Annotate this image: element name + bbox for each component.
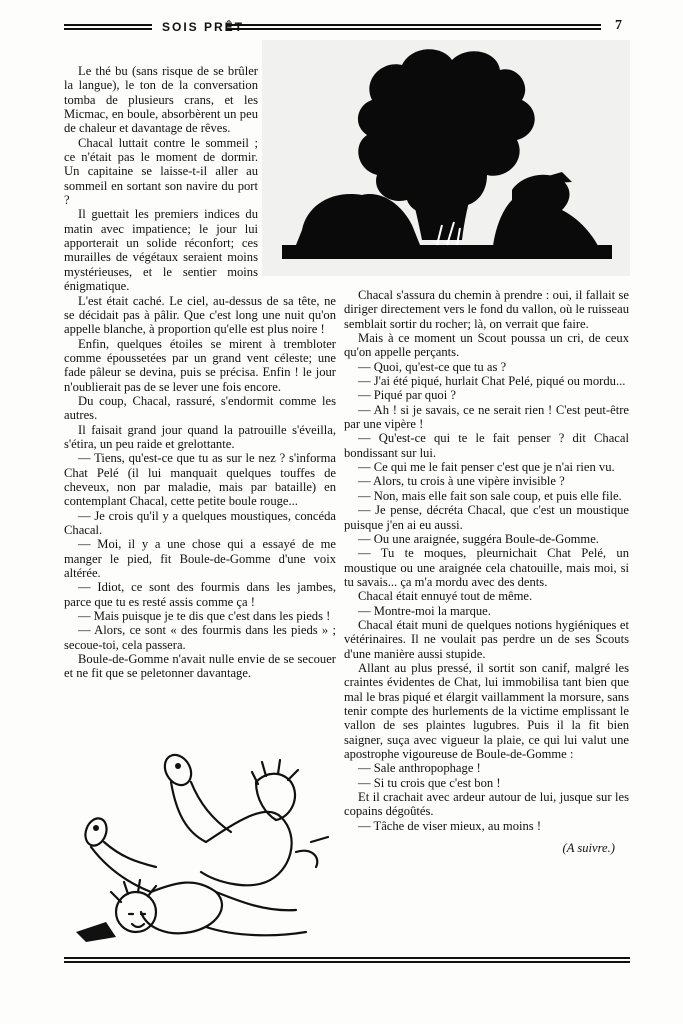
paragraph: — Je pense, décréta Chacal, que c'est un moustique puisque j'en ai eu aussi.	[344, 503, 629, 532]
right-text-column	[344, 288, 629, 855]
paragraph: — Sale anthropophage !	[358, 761, 481, 776]
paragraph: — Moi, il y a une chose qui a essayé de me manger le pied, fit Boule-de-Gomme d'une voix altérée.	[64, 537, 336, 581]
paragraph: Enfin, quelques étoiles se mirent à trembloter comme époussetées par un grand vent céleste; une fade pâleur se devina, puis se précisa. Enfin ! le jour n'oublierait pas de se lever une fois encore.	[64, 336, 336, 394]
paragraph: Chacal était muni de quelques notions hygiéniques et vétérinaires. Il ne voulait pas perdre un de ses Scouts d'une manière aussi stupide.	[344, 617, 629, 661]
paragraph: Il faisait grand jour quand la patrouille s'éveilla, s'étira, un peu raide et grelottante.	[64, 422, 336, 451]
header-rule-left	[64, 24, 152, 30]
paragraph: — Montre-moi la marque.	[358, 603, 491, 618]
paragraph: Chacal luttait contre le sommeil ; ce n'était pas le moment de dormir. Un capitaine se laisse-t-il aller au sommeil en sortant son navire du port ?	[64, 135, 258, 208]
paragraph: — Mais puisque je te dis que c'est dans les pieds !	[78, 609, 331, 624]
to-be-continued: (A suivre.)	[562, 841, 615, 856]
paragraph: — Ah ! si je savais, ce ne serait rien ! C'est peut-être par une vipère !	[344, 402, 629, 432]
paragraph: — Qu'est-ce qui te le fait penser ? dit Chacal bondissant sur lui.	[344, 431, 629, 460]
paragraph: Le thé bu (sans risque de se brûler la langue), le ton de la conversation tomba de plusieurs crans, et les Micmac, en boule, absorbèrent un peu de chaleur et davantage de rêves.	[64, 64, 258, 136]
paragraph: L'est était caché. Le ciel, au-dessus de sa tête, ne se décidait pas à pâlir. Que c'est long une nuit qu'on appelle blanche, à proportion qu'elle est plus noire !	[64, 293, 336, 337]
paragraph: — Ou une araignée, suggéra Boule-de-Gomme.	[358, 531, 599, 546]
paragraph: — Alors, ce sont « des fourmis dans les pieds » ; secoue-toi, cela passera.	[64, 623, 336, 652]
paragraph: — Quoi, qu'est-ce que tu as ?	[358, 359, 507, 374]
paragraph: Du coup, Chacal, rassuré, s'endormit comme les autres.	[64, 393, 336, 423]
page-number: 7	[615, 18, 622, 33]
paragraph: — Tâche de viser mieux, au moins !	[358, 818, 542, 833]
paragraph: — J'ai été piqué, hurlait Chat Pelé, piqué ou mordu...	[358, 374, 626, 389]
paragraph: — Je crois qu'il y a quelques moustiques, concéda Chacal.	[64, 508, 336, 537]
page-header	[64, 18, 630, 38]
paragraph: Allant au plus pressé, il sortit son canif, malgré les craintes évidentes de Chat, lui immobilisa tant bien que mal le bras piqué et élargit vaillamment la morsure, sans tenir compte des hurlements de la victime emplissant le vallon de ses plaintes lugubres. Puis il la fit bien saigner, suça avec vigueur la plaie, ce qui lui valut une apostrophe vigoureuse de Boule-de-Gomme :	[344, 660, 629, 761]
paragraph: Mais à ce moment un Scout poussa un cri, de ceux qu'on appelle perçants.	[344, 331, 629, 360]
header-rule-right	[226, 24, 601, 30]
paragraph: — Tu te moques, pleurnichait Chat Pelé, un moustique ou une araignée cela chatouille, mais moi, si tu savais... ça m'a mordu avec des dents.	[344, 546, 629, 589]
paragraph: Chacal était ennuyé tout de même.	[358, 589, 533, 604]
paragraph: — Alors, tu crois à une vipère invisible ?	[358, 474, 565, 489]
scouts-tumbling-cartoon	[66, 742, 338, 947]
paragraph: — Ce qui me le fait penser c'est que je n'ai rien vu.	[358, 460, 615, 475]
footer-double-line	[64, 957, 630, 963]
paragraph: Chacal s'assura du chemin à prendre : oui, il fallait se diriger directement vers le fond du vallon, où le ruisseau semblait sortir du rocher; là, on verrait que faire.	[344, 288, 629, 331]
paragraph: Boule-de-Gomme n'avait nulle envie de se secouer et ne fit que se peletonner davantage.	[64, 652, 336, 681]
paragraph: — Tiens, qu'est-ce que tu as sur le nez ? s'informa Chat Pelé (il lui manquait quelques touffes de cheveux, non par maladie, mais par bataille) en contemplant Chacal, cette petite boule rouge...	[64, 451, 336, 509]
magazine-title: SOIS PRÊT	[162, 20, 245, 34]
paragraph: — Non, mais elle fait son sale coup, et puis elle file.	[358, 488, 622, 503]
paragraph: — Si tu crois que c'est bon !	[358, 775, 501, 790]
paragraph: Il guettait les premiers indices du matin avec impatience; le jour lui apporterait un solide réconfort; ces murailles de végétaux seraient moins mystérieuses, et le sentier moins énigmatique.	[64, 207, 258, 294]
paragraph: — Idiot, ce sont des fourmis dans les jambes, parce que tu es resté assis comme ça !	[64, 580, 336, 609]
paragraph: Et il crachait avec ardeur autour de lui, jusque sur les copains dégoûtés.	[344, 790, 629, 819]
paragraph: — Piqué par quoi ?	[358, 388, 456, 403]
left-text-column	[64, 64, 336, 681]
